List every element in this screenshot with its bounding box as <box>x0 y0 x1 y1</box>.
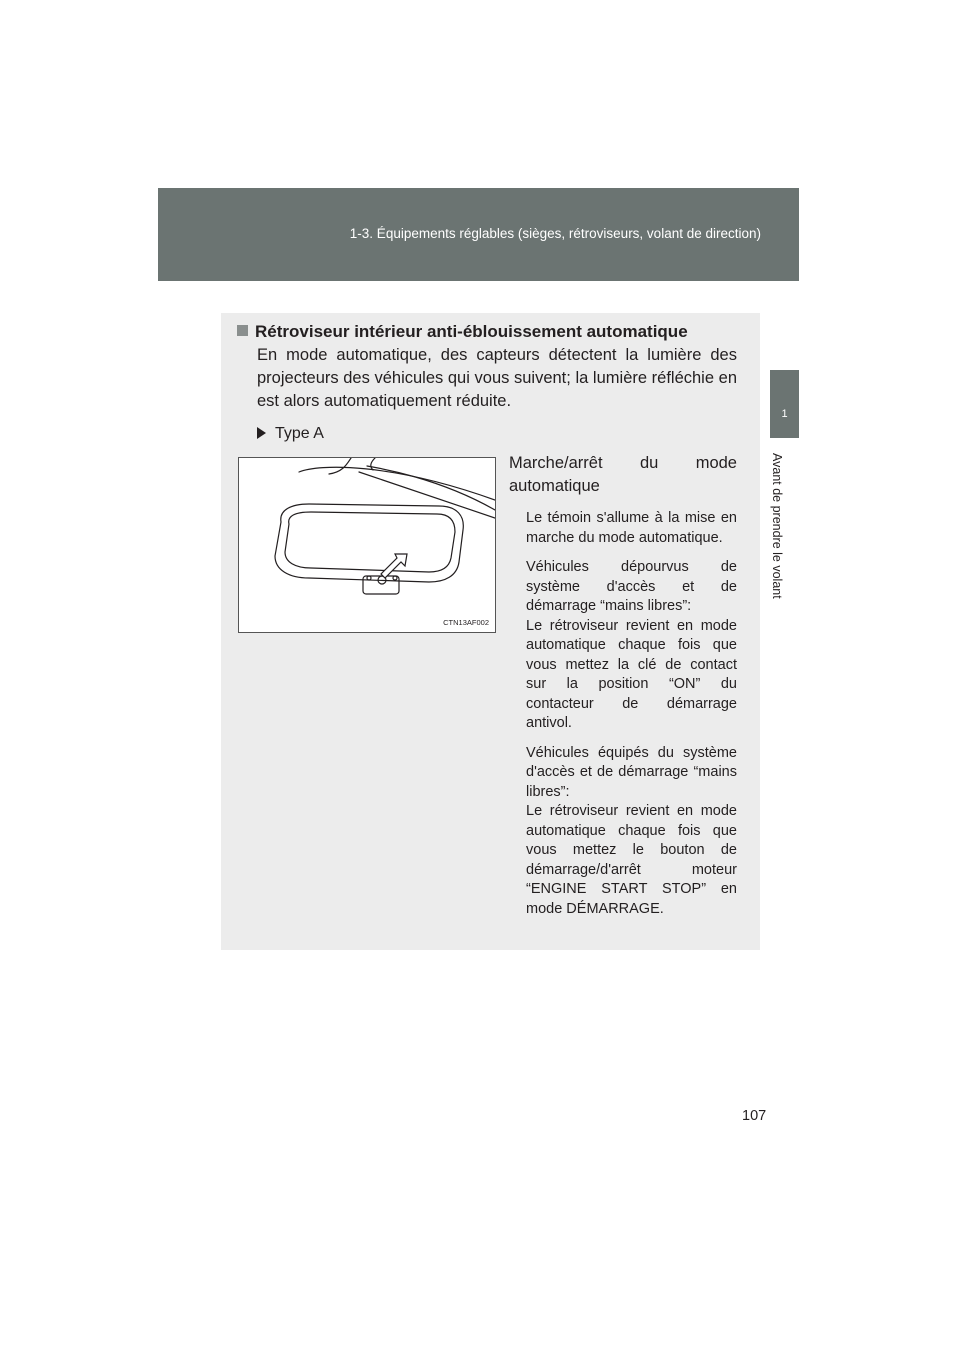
chapter-tab <box>770 370 799 438</box>
note-text: Le rétroviseur revient en mode automatique chaque fois que vous mettez la clé de contact sur la position “ON” du contacteur de démarrage antivol. <box>526 617 737 731</box>
note-item <box>526 509 737 548</box>
callout-word: mode <box>695 454 737 472</box>
callout-word: du <box>639 454 659 472</box>
figure-code: CTN13AF002 <box>443 618 489 627</box>
callout-word: Marche/arrêt <box>509 454 603 472</box>
callout-title <box>509 452 737 498</box>
section-heading <box>237 322 688 342</box>
intro-paragraph: En mode automatique, des capteurs détectent la lumière des projecteurs des véhicules qui vous suivent; la lumière réfléchie en est alors automatiquement réduite. <box>257 346 737 410</box>
section-heading-text: Rétroviseur intérieur anti-éblouissement automatique <box>255 322 688 341</box>
chapter-number: 1 <box>781 408 788 420</box>
note-condition: Véhicules équipés du système d'accès et de démarrage “mains libres”: <box>526 744 737 800</box>
page-number: 107 <box>742 1108 767 1124</box>
header-bar <box>158 188 799 281</box>
square-bullet-icon <box>237 325 248 336</box>
note-text: Le rétroviseur revient en mode automatique chaque fois que vous mettez le bouton de démarrage/d'arrêt moteur “ENGINE START STOP” en mode DÉMARRAGE. <box>526 803 737 917</box>
callout-title-line2: automatique <box>509 477 600 495</box>
chapter-side-label: Avant de prendre le volant <box>770 453 784 599</box>
rear-view-mirror-icon <box>239 458 495 632</box>
type-label <box>257 425 324 443</box>
triangle-arrow-icon <box>257 427 266 439</box>
notes-list <box>526 509 737 929</box>
mirror-illustration <box>238 457 496 633</box>
chapter-title: 1-3. Équipements réglables (sièges, rétroviseurs, volant de direction) <box>349 226 761 241</box>
type-label-text: Type A <box>275 425 324 442</box>
note-text: Le témoin s'allume à la mise en marche du mode automatique. <box>526 510 737 546</box>
note-condition: Véhicules dépourvus de système d'accès et de démarrage “mains libres”: <box>526 559 737 614</box>
note-item <box>526 744 737 920</box>
note-item <box>526 558 737 734</box>
content-box <box>221 313 760 950</box>
